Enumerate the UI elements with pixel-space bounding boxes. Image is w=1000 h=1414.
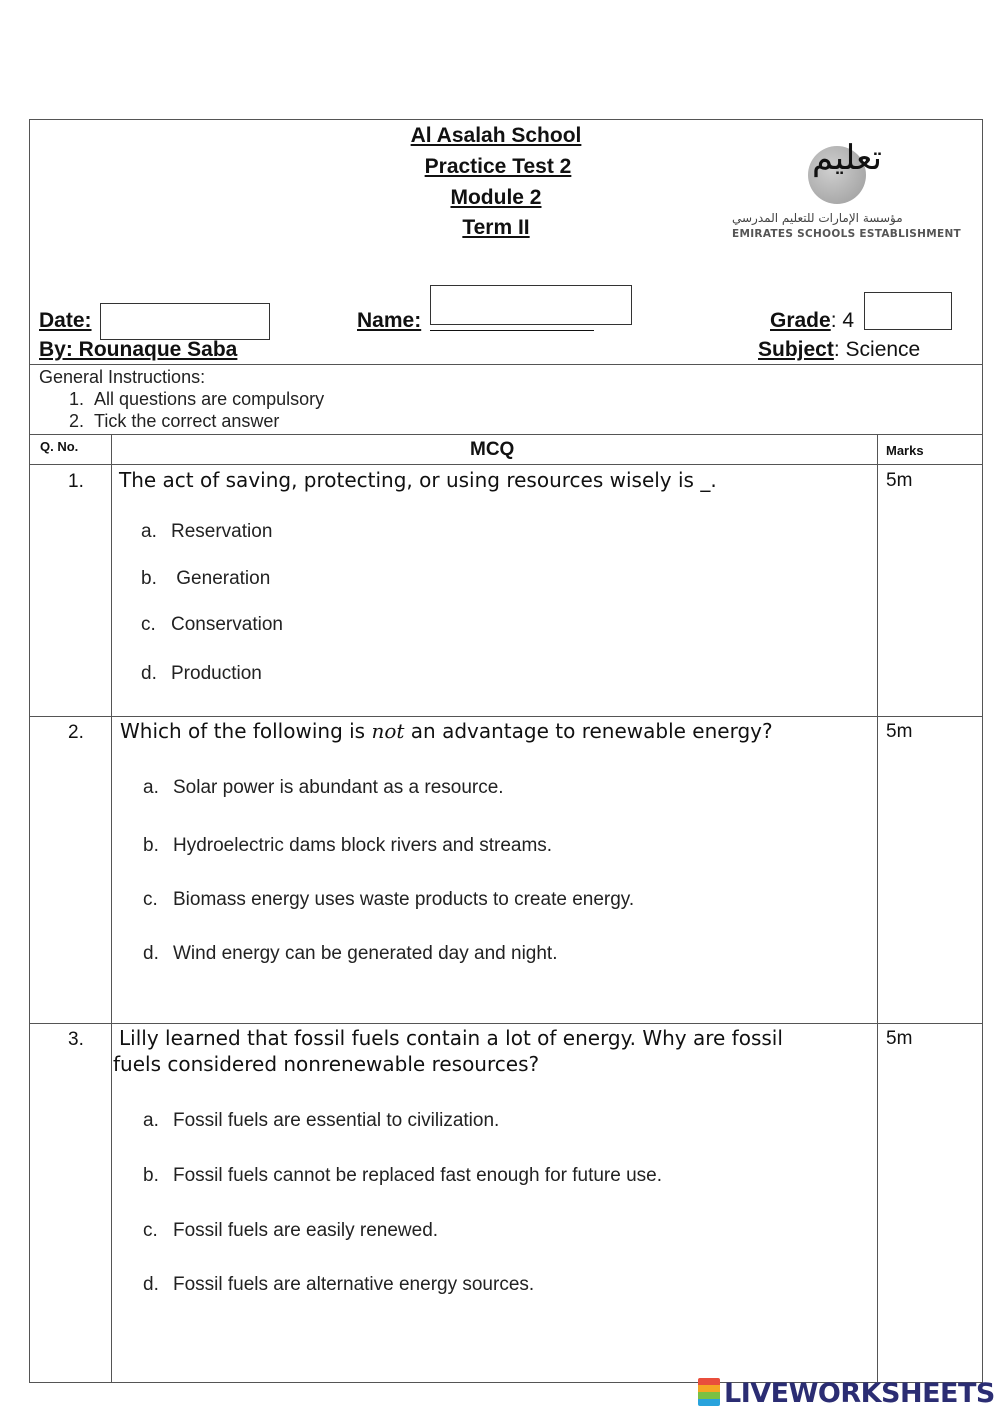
module-title: Module 2 bbox=[450, 186, 542, 209]
col-header-qno: Q. No. bbox=[40, 439, 79, 454]
question-number: 1. bbox=[68, 471, 84, 492]
liveworksheets-badge-icon bbox=[698, 1378, 720, 1406]
logo-arabic-mark: تعليم bbox=[812, 138, 883, 178]
logo-english-name: EMIRATES SCHOOLS ESTABLISHMENT bbox=[732, 228, 962, 240]
grade-input[interactable] bbox=[864, 292, 952, 330]
question-text-line2: fuels considered nonrenewable resources? bbox=[113, 1052, 540, 1076]
question-number: 3. bbox=[68, 1029, 84, 1050]
name-underline bbox=[430, 330, 594, 331]
question-text: The act of saving, protecting, or using resources wisely is _. bbox=[119, 468, 717, 492]
column-divider bbox=[877, 434, 878, 1382]
question-number: 2. bbox=[68, 722, 84, 743]
test-title: Practice Test 2 bbox=[424, 155, 572, 178]
column-divider bbox=[111, 434, 112, 1382]
term-title: Term II bbox=[462, 216, 530, 239]
by-label: By: Rounaque Saba bbox=[39, 338, 238, 361]
answer-option[interactable]: c. Conservation bbox=[141, 614, 283, 635]
question-text-line1: Lilly learned that fossil fuels contain a lot of energy. Why are fossil bbox=[119, 1026, 783, 1050]
question-marks: 5m bbox=[886, 721, 913, 742]
answer-option[interactable]: d. Production bbox=[141, 663, 262, 684]
logo-arabic-name: مؤسسة الإمارات للتعليم المدرسي bbox=[732, 211, 903, 225]
school-name: Al Asalah School bbox=[410, 124, 582, 147]
name-input[interactable] bbox=[430, 285, 632, 325]
answer-option[interactable]: a. Fossil fuels are essential to civilization. bbox=[143, 1110, 500, 1131]
answer-option[interactable]: b. Generation bbox=[141, 568, 271, 589]
answer-option[interactable]: d. Fossil fuels are alternative energy sources. bbox=[143, 1274, 535, 1295]
subject-label: Subject: Science bbox=[758, 338, 921, 361]
question-marks: 5m bbox=[886, 1028, 913, 1049]
divider bbox=[29, 464, 983, 465]
divider bbox=[29, 434, 983, 435]
answer-option[interactable]: b. Hydroelectric dams block rivers and streams. bbox=[143, 835, 553, 856]
answer-option[interactable]: a. Solar power is abundant as a resource. bbox=[143, 777, 504, 798]
answer-option[interactable]: c. Fossil fuels are easily renewed. bbox=[143, 1220, 439, 1241]
question-text: Which of the following is not an advantage to renewable energy? bbox=[120, 719, 773, 743]
grade-label: Grade: 4 bbox=[770, 309, 855, 332]
liveworksheets-logo: LIVEWORKSHEETS bbox=[698, 1378, 995, 1409]
instruction-item: 1. All questions are compulsory bbox=[69, 389, 325, 409]
answer-option[interactable]: d. Wind energy can be generated day and night. bbox=[143, 943, 558, 964]
question-emphasis: not bbox=[371, 719, 405, 743]
divider bbox=[29, 364, 983, 365]
instructions-heading: General Instructions: bbox=[39, 367, 206, 387]
date-input[interactable] bbox=[100, 303, 270, 340]
divider bbox=[29, 716, 983, 717]
col-header-mcq: MCQ bbox=[470, 439, 515, 460]
answer-option[interactable]: a. Reservation bbox=[141, 521, 273, 542]
answer-option[interactable]: c. Biomass energy uses waste products to create energy. bbox=[143, 889, 635, 910]
instruction-item: 2. Tick the correct answer bbox=[69, 411, 280, 431]
question-marks: 5m bbox=[886, 470, 913, 491]
date-label: Date: bbox=[39, 309, 92, 332]
answer-option[interactable]: b. Fossil fuels cannot be replaced fast enough for future use. bbox=[143, 1165, 663, 1186]
col-header-marks: Marks bbox=[886, 443, 924, 458]
divider bbox=[29, 1023, 983, 1024]
name-label: Name: bbox=[357, 309, 422, 332]
